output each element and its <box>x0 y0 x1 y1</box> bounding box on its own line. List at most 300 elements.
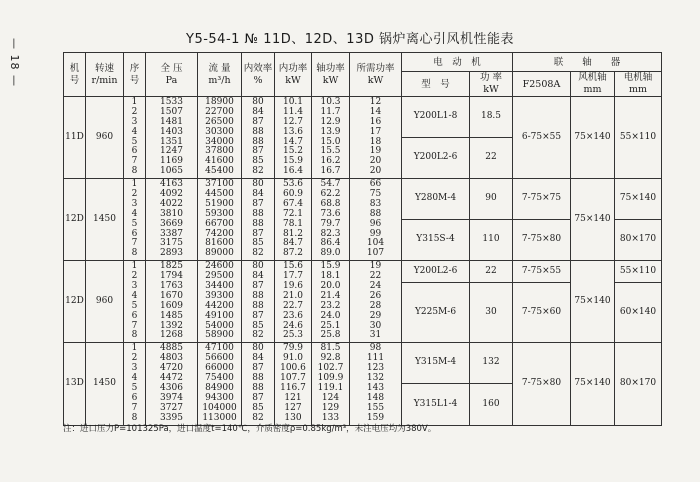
cell-value: 82 <box>252 412 264 423</box>
cell-value: 1670 <box>160 290 183 301</box>
internal-power-cell <box>275 179 312 261</box>
cell-value: 116.7 <box>280 382 306 393</box>
cell-value: 4885 <box>160 343 183 354</box>
cell-value: 4306 <box>160 382 183 393</box>
cell-value: 4720 <box>160 363 183 374</box>
cell-value: 20.0 <box>320 281 341 292</box>
cell-value: 119.1 <box>317 382 344 393</box>
header-internal-power: 内功率 kW <box>275 53 312 97</box>
cell-value: 102.7 <box>317 363 344 374</box>
machine-cell: 13D <box>64 343 86 425</box>
shaft-power-cell <box>312 97 350 179</box>
cell-value: 11.7 <box>320 106 341 117</box>
cell-value: 4163 <box>160 179 183 190</box>
coupling-cell: 7-75×80 <box>513 220 571 261</box>
cell-value: 15.9 <box>320 261 341 272</box>
cell-value: 10.1 <box>282 97 304 107</box>
cell-value: 44500 <box>205 189 234 200</box>
cell-value: 78.1 <box>282 218 304 229</box>
motor-model-cell: Y200L1-8 <box>402 97 470 138</box>
shaft-power-cell <box>312 343 350 425</box>
cell-value: 15.0 <box>320 136 341 147</box>
coupling-cell: 7-75×80 <box>513 343 571 425</box>
cell-value: 87 <box>252 281 264 292</box>
cell-value: 23.2 <box>320 300 341 311</box>
cell-value: 23.6 <box>282 310 304 321</box>
cell-value: 80 <box>252 97 264 107</box>
header-motor-model: 型 号 <box>402 72 470 97</box>
page-title: Y5-54-1 № 11D、12D、13D 锅炉离心引风机性能表 <box>186 32 514 47</box>
cell-value: 82 <box>252 248 264 259</box>
cell-value: 84 <box>252 189 264 200</box>
header-coupling-model: F2508A <box>513 72 571 97</box>
cell-value: 111 <box>366 353 385 364</box>
cell-value: 88 <box>252 382 264 393</box>
cell-value: 80 <box>252 179 264 190</box>
cell-value: 75400 <box>205 373 234 384</box>
cell-value: 3387 <box>160 228 183 239</box>
cell-value: 3395 <box>160 412 183 423</box>
required-power-cell <box>350 179 402 261</box>
cell-value: 39300 <box>205 290 234 301</box>
cell-value: 1763 <box>160 281 183 292</box>
cell-value: 19 <box>369 146 382 157</box>
cell-value: 59300 <box>205 208 234 219</box>
header-flow: 流 量 m³/h <box>198 53 242 97</box>
header-shaft-power: 轴功率 kW <box>312 53 350 97</box>
cell-value: 107 <box>366 248 385 259</box>
cell-value: 24 <box>369 281 382 292</box>
cell-value: 87 <box>252 228 264 239</box>
cell-value: 155 <box>366 402 385 413</box>
cell-value: 74200 <box>205 228 234 239</box>
shaft-power-cell <box>312 179 350 261</box>
cell-value: 18.1 <box>320 271 341 282</box>
cell-value: 28 <box>369 300 382 311</box>
cell-value: 1485 <box>160 310 183 321</box>
cell-value: 15.9 <box>282 156 304 167</box>
machine-cell: 12D <box>64 261 86 343</box>
motor-model-cell: Y315S-4 <box>402 220 470 261</box>
cell-value: 44200 <box>205 300 234 311</box>
cell-value: 6 <box>131 392 138 403</box>
cell-value: 98 <box>369 343 382 354</box>
page-number: — 18 — <box>8 38 21 87</box>
cell-value: 68.8 <box>320 198 341 209</box>
cell-value: 15.2 <box>282 146 304 157</box>
cell-value: 5 <box>131 300 138 311</box>
cell-value: 60.9 <box>282 189 304 200</box>
cell-value: 1403 <box>160 126 183 137</box>
cell-value: 25.1 <box>320 320 341 331</box>
cell-value: 4092 <box>160 189 183 200</box>
footnote: 注：进口压力P=101325Pa，进口温度t=140℃，介质密度ρ=0.85kg/m³，未注电压均为380V。 <box>63 424 437 434</box>
cell-value: 7 <box>131 402 138 413</box>
cell-value: 159 <box>366 412 385 423</box>
shaft-power-cell <box>312 261 350 343</box>
cell-value: 85 <box>252 320 264 331</box>
cell-value: 6 <box>131 228 138 239</box>
cell-value: 96 <box>369 218 382 229</box>
motor-model-cell: Y315M-4 <box>402 343 470 384</box>
cell-value: 34000 <box>205 136 234 147</box>
cell-value: 1533 <box>160 97 183 107</box>
cell-value: 1351 <box>160 136 183 147</box>
cell-value: 41600 <box>205 156 234 167</box>
cell-value: 4022 <box>160 198 183 209</box>
cell-value: 113000 <box>202 412 237 423</box>
cell-value: 1609 <box>160 300 183 311</box>
cell-value: 88 <box>252 208 264 219</box>
cell-value: 84 <box>252 271 264 282</box>
cell-value: 87 <box>252 198 264 209</box>
cell-value: 121 <box>284 392 302 403</box>
internal-eff-cell <box>242 261 275 343</box>
required-power-cell <box>350 343 402 425</box>
internal-eff-cell <box>242 97 275 179</box>
fan-shaft-cell: 75×140 <box>571 261 615 343</box>
cell-value: 91.0 <box>282 353 304 364</box>
cell-value: 81.2 <box>282 228 304 239</box>
cell-value: 47100 <box>205 343 234 354</box>
cell-value: 82.3 <box>320 228 341 239</box>
header-internal-eff: 内效率 % <box>242 53 275 97</box>
cell-value: 1507 <box>160 106 183 117</box>
cell-value: 3175 <box>160 238 183 249</box>
cell-value: 87.2 <box>282 248 304 259</box>
cell-value: 7 <box>131 238 138 249</box>
cell-value: 3 <box>131 116 138 127</box>
cell-value: 81.5 <box>320 343 341 354</box>
header-pressure: 全 压 Pa <box>146 53 198 97</box>
cell-value: 84.7 <box>282 238 304 249</box>
header-required-power: 所需功率 kW <box>350 53 402 97</box>
cell-value: 26 <box>369 290 382 301</box>
cell-value: 54000 <box>205 320 234 331</box>
pressure-cell <box>146 179 198 261</box>
required-power-cell <box>350 97 402 179</box>
cell-value: 148 <box>366 392 385 403</box>
cell-value: 123 <box>366 363 385 374</box>
cell-value: 130 <box>284 412 302 423</box>
cell-value: 8 <box>131 166 138 177</box>
internal-power-cell <box>275 97 312 179</box>
flow-cell <box>198 261 242 343</box>
cell-value: 1065 <box>160 166 183 177</box>
cell-value: 85 <box>252 238 264 249</box>
cell-value: 1 <box>131 261 138 272</box>
cell-value: 26500 <box>205 116 234 127</box>
fan-shaft-cell: 75×140 <box>571 179 615 261</box>
cell-value: 18 <box>369 136 382 147</box>
cell-value: 1392 <box>160 320 183 331</box>
header-motor-group: 电 动 机 <box>402 53 513 72</box>
cell-value: 17.7 <box>282 271 304 282</box>
cell-value: 3 <box>131 198 138 209</box>
cell-value: 16.4 <box>282 166 304 177</box>
cell-value: 7 <box>131 320 138 331</box>
cell-value: 1268 <box>160 330 183 341</box>
cell-value: 88 <box>252 218 264 229</box>
cell-value: 104000 <box>202 402 237 413</box>
cell-value: 66000 <box>205 363 234 374</box>
cell-value: 49100 <box>205 310 234 321</box>
motor-shaft-cell: 75×140 <box>615 179 662 220</box>
header-speed: 转速 r/min <box>86 53 124 97</box>
cell-value: 84 <box>252 353 264 364</box>
cell-value: 75 <box>369 189 382 200</box>
cell-value: 84900 <box>205 382 234 393</box>
coupling-cell: 6-75×55 <box>513 97 571 179</box>
cell-value: 14 <box>369 106 382 117</box>
cell-value: 19 <box>369 261 382 272</box>
required-power-cell <box>350 261 402 343</box>
table-row <box>64 97 662 138</box>
motor-shaft-cell: 55×110 <box>615 261 662 283</box>
cell-value: 51900 <box>205 198 234 209</box>
cell-value: 16.2 <box>320 156 341 167</box>
header-seq: 序 号 <box>124 53 146 97</box>
cell-value: 89.0 <box>320 248 341 259</box>
cell-value: 5 <box>131 382 138 393</box>
cell-value: 29500 <box>205 271 234 282</box>
cell-value: 2 <box>131 353 138 364</box>
cell-value: 88 <box>252 290 264 301</box>
cell-value: 80 <box>252 261 264 272</box>
cell-value: 79.7 <box>320 218 341 229</box>
motor-model-cell: Y200L2-6 <box>402 261 470 283</box>
coupling-cell: 7-75×55 <box>513 261 571 283</box>
cell-value: 87 <box>252 310 264 321</box>
table-row <box>64 179 662 220</box>
internal-eff-cell <box>242 179 275 261</box>
cell-value: 8 <box>131 412 138 423</box>
cell-value: 92.8 <box>320 353 341 364</box>
cell-value: 4 <box>131 290 138 301</box>
cell-value: 56600 <box>205 353 234 364</box>
motor-shaft-cell: 80×170 <box>615 220 662 261</box>
cell-value: 29 <box>369 310 382 321</box>
motor-shaft-cell: 60×140 <box>615 283 662 343</box>
motor-model-cell: Y280M-4 <box>402 179 470 220</box>
internal-power-cell <box>275 261 312 343</box>
motor-power-cell: 30 <box>470 283 513 343</box>
table-row <box>64 261 662 283</box>
cell-value: 3974 <box>160 392 183 403</box>
cell-value: 13.9 <box>320 126 341 137</box>
speed-cell: 1450 <box>86 343 124 425</box>
cell-value: 127 <box>284 402 302 413</box>
header-coupling-group: 联 轴 器 <box>513 53 662 72</box>
motor-model-cell: Y315L1-4 <box>402 384 470 425</box>
cell-value: 2 <box>131 106 138 117</box>
cell-value: 8 <box>131 248 138 259</box>
cell-value: 99 <box>369 228 382 239</box>
seq-cell <box>124 343 146 425</box>
cell-value: 109.9 <box>317 373 344 384</box>
cell-value: 31 <box>369 330 382 341</box>
cell-value: 16 <box>369 116 382 127</box>
cell-value: 100.6 <box>280 363 306 374</box>
cell-value: 84 <box>252 106 264 117</box>
cell-value: 4 <box>131 208 138 219</box>
cell-value: 21.0 <box>282 290 304 301</box>
cell-value: 88 <box>252 373 264 384</box>
cell-value: 15.6 <box>282 261 304 272</box>
cell-value: 1794 <box>160 271 183 282</box>
cell-value: 86.4 <box>320 238 341 249</box>
cell-value: 10.3 <box>320 97 341 107</box>
cell-value: 3810 <box>160 208 183 219</box>
cell-value: 4 <box>131 373 138 384</box>
cell-value: 85 <box>252 156 264 167</box>
cell-value: 67.4 <box>282 198 304 209</box>
speed-cell: 1450 <box>86 179 124 261</box>
cell-value: 3 <box>131 363 138 374</box>
cell-value: 1 <box>131 343 138 354</box>
cell-value: 72.1 <box>282 208 304 219</box>
cell-value: 15.5 <box>320 146 341 157</box>
cell-value: 82 <box>252 330 264 341</box>
cell-value: 24.6 <box>282 320 304 331</box>
cell-value: 25.8 <box>320 330 341 341</box>
cell-value: 22.7 <box>282 300 304 311</box>
cell-value: 11.4 <box>282 106 304 117</box>
cell-value: 88 <box>252 136 264 147</box>
seq-cell <box>124 97 146 179</box>
cell-value: 37800 <box>205 146 234 157</box>
machine-cell: 12D <box>64 179 86 261</box>
cell-value: 83 <box>369 198 382 209</box>
cell-value: 1169 <box>160 156 183 167</box>
cell-value: 21.4 <box>320 290 341 301</box>
cell-value: 5 <box>131 218 138 229</box>
pressure-cell <box>146 261 198 343</box>
cell-value: 94300 <box>205 392 234 403</box>
cell-value: 3669 <box>160 218 183 229</box>
pressure-cell <box>146 343 198 425</box>
motor-power-cell: 22 <box>470 261 513 283</box>
cell-value: 1481 <box>160 116 183 127</box>
internal-eff-cell <box>242 343 275 425</box>
cell-value: 73.6 <box>320 208 341 219</box>
cell-value: 66 <box>369 179 382 190</box>
cell-value: 17 <box>369 126 382 137</box>
cell-value: 54.7 <box>320 179 341 190</box>
cell-value: 16.7 <box>320 166 341 177</box>
pressure-cell <box>146 97 198 179</box>
header-motor-shaft: 电机轴 mm <box>615 72 662 97</box>
cell-value: 1 <box>131 97 138 107</box>
cell-value: 4803 <box>160 353 183 364</box>
cell-value: 45400 <box>205 166 234 177</box>
cell-value: 6 <box>131 146 138 157</box>
cell-value: 12.7 <box>282 116 304 127</box>
cell-value: 87 <box>252 146 264 157</box>
cell-value: 58900 <box>205 330 234 341</box>
coupling-cell: 7-75×75 <box>513 179 571 220</box>
cell-value: 7 <box>131 156 138 167</box>
performance-table-wrapper <box>63 52 662 426</box>
seq-cell <box>124 261 146 343</box>
internal-power-cell <box>275 343 312 425</box>
motor-power-cell: 90 <box>470 179 513 220</box>
cell-value: 30 <box>369 320 382 331</box>
cell-value: 8 <box>131 330 138 341</box>
cell-value: 2893 <box>160 248 183 259</box>
motor-power-cell: 132 <box>470 343 513 384</box>
cell-value: 80 <box>252 343 264 354</box>
header-fan-shaft: 风机轴 mm <box>571 72 615 97</box>
cell-value: 24.0 <box>320 310 341 321</box>
cell-value: 2 <box>131 189 138 200</box>
cell-value: 129 <box>321 402 340 413</box>
cell-value: 6 <box>131 310 138 321</box>
cell-value: 14.7 <box>282 136 304 147</box>
cell-value: 133 <box>321 412 340 423</box>
cell-value: 3727 <box>160 402 183 413</box>
coupling-cell: 7-75×60 <box>513 283 571 343</box>
motor-shaft-cell: 55×110 <box>615 97 662 179</box>
cell-value: 81600 <box>205 238 234 249</box>
cell-value: 13.6 <box>282 126 304 137</box>
cell-value: 107.7 <box>280 373 306 384</box>
fan-shaft-cell: 75×140 <box>571 343 615 425</box>
motor-model-cell: Y200L2-6 <box>402 138 470 179</box>
cell-value: 62.2 <box>320 189 341 200</box>
cell-value: 53.6 <box>282 179 304 190</box>
cell-value: 132 <box>366 373 385 384</box>
motor-power-cell: 22 <box>470 138 513 179</box>
cell-value: 1247 <box>160 146 183 157</box>
cell-value: 143 <box>366 382 385 393</box>
cell-value: 30300 <box>205 126 234 137</box>
table-row <box>64 343 662 384</box>
cell-value: 4472 <box>160 373 183 384</box>
motor-shaft-cell: 80×170 <box>615 343 662 425</box>
cell-value: 124 <box>321 392 340 403</box>
cell-value: 34400 <box>205 281 234 292</box>
speed-cell: 960 <box>86 97 124 179</box>
cell-value: 66700 <box>205 218 234 229</box>
motor-power-cell: 110 <box>470 220 513 261</box>
cell-value: 4 <box>131 126 138 137</box>
cell-value: 5 <box>131 136 138 147</box>
cell-value: 18900 <box>205 97 234 107</box>
machine-cell: 11D <box>64 97 86 179</box>
cell-value: 88 <box>252 126 264 137</box>
motor-power-cell: 160 <box>470 384 513 425</box>
fan-shaft-cell: 75×140 <box>571 97 615 179</box>
cell-value: 22700 <box>205 106 234 117</box>
cell-value: 88 <box>252 300 264 311</box>
cell-value: 104 <box>366 238 385 249</box>
flow-cell <box>198 343 242 425</box>
cell-value: 37100 <box>205 179 234 190</box>
cell-value: 12.9 <box>320 116 341 127</box>
cell-value: 89000 <box>205 248 234 259</box>
cell-value: 20 <box>369 156 382 167</box>
flow-cell <box>198 179 242 261</box>
cell-value: 3 <box>131 281 138 292</box>
cell-value: 20 <box>369 166 382 177</box>
motor-model-cell: Y225M-6 <box>402 283 470 343</box>
flow-cell <box>198 97 242 179</box>
motor-power-cell: 18.5 <box>470 97 513 138</box>
performance-table <box>63 52 662 426</box>
cell-value: 1825 <box>160 261 183 272</box>
cell-value: 2 <box>131 271 138 282</box>
